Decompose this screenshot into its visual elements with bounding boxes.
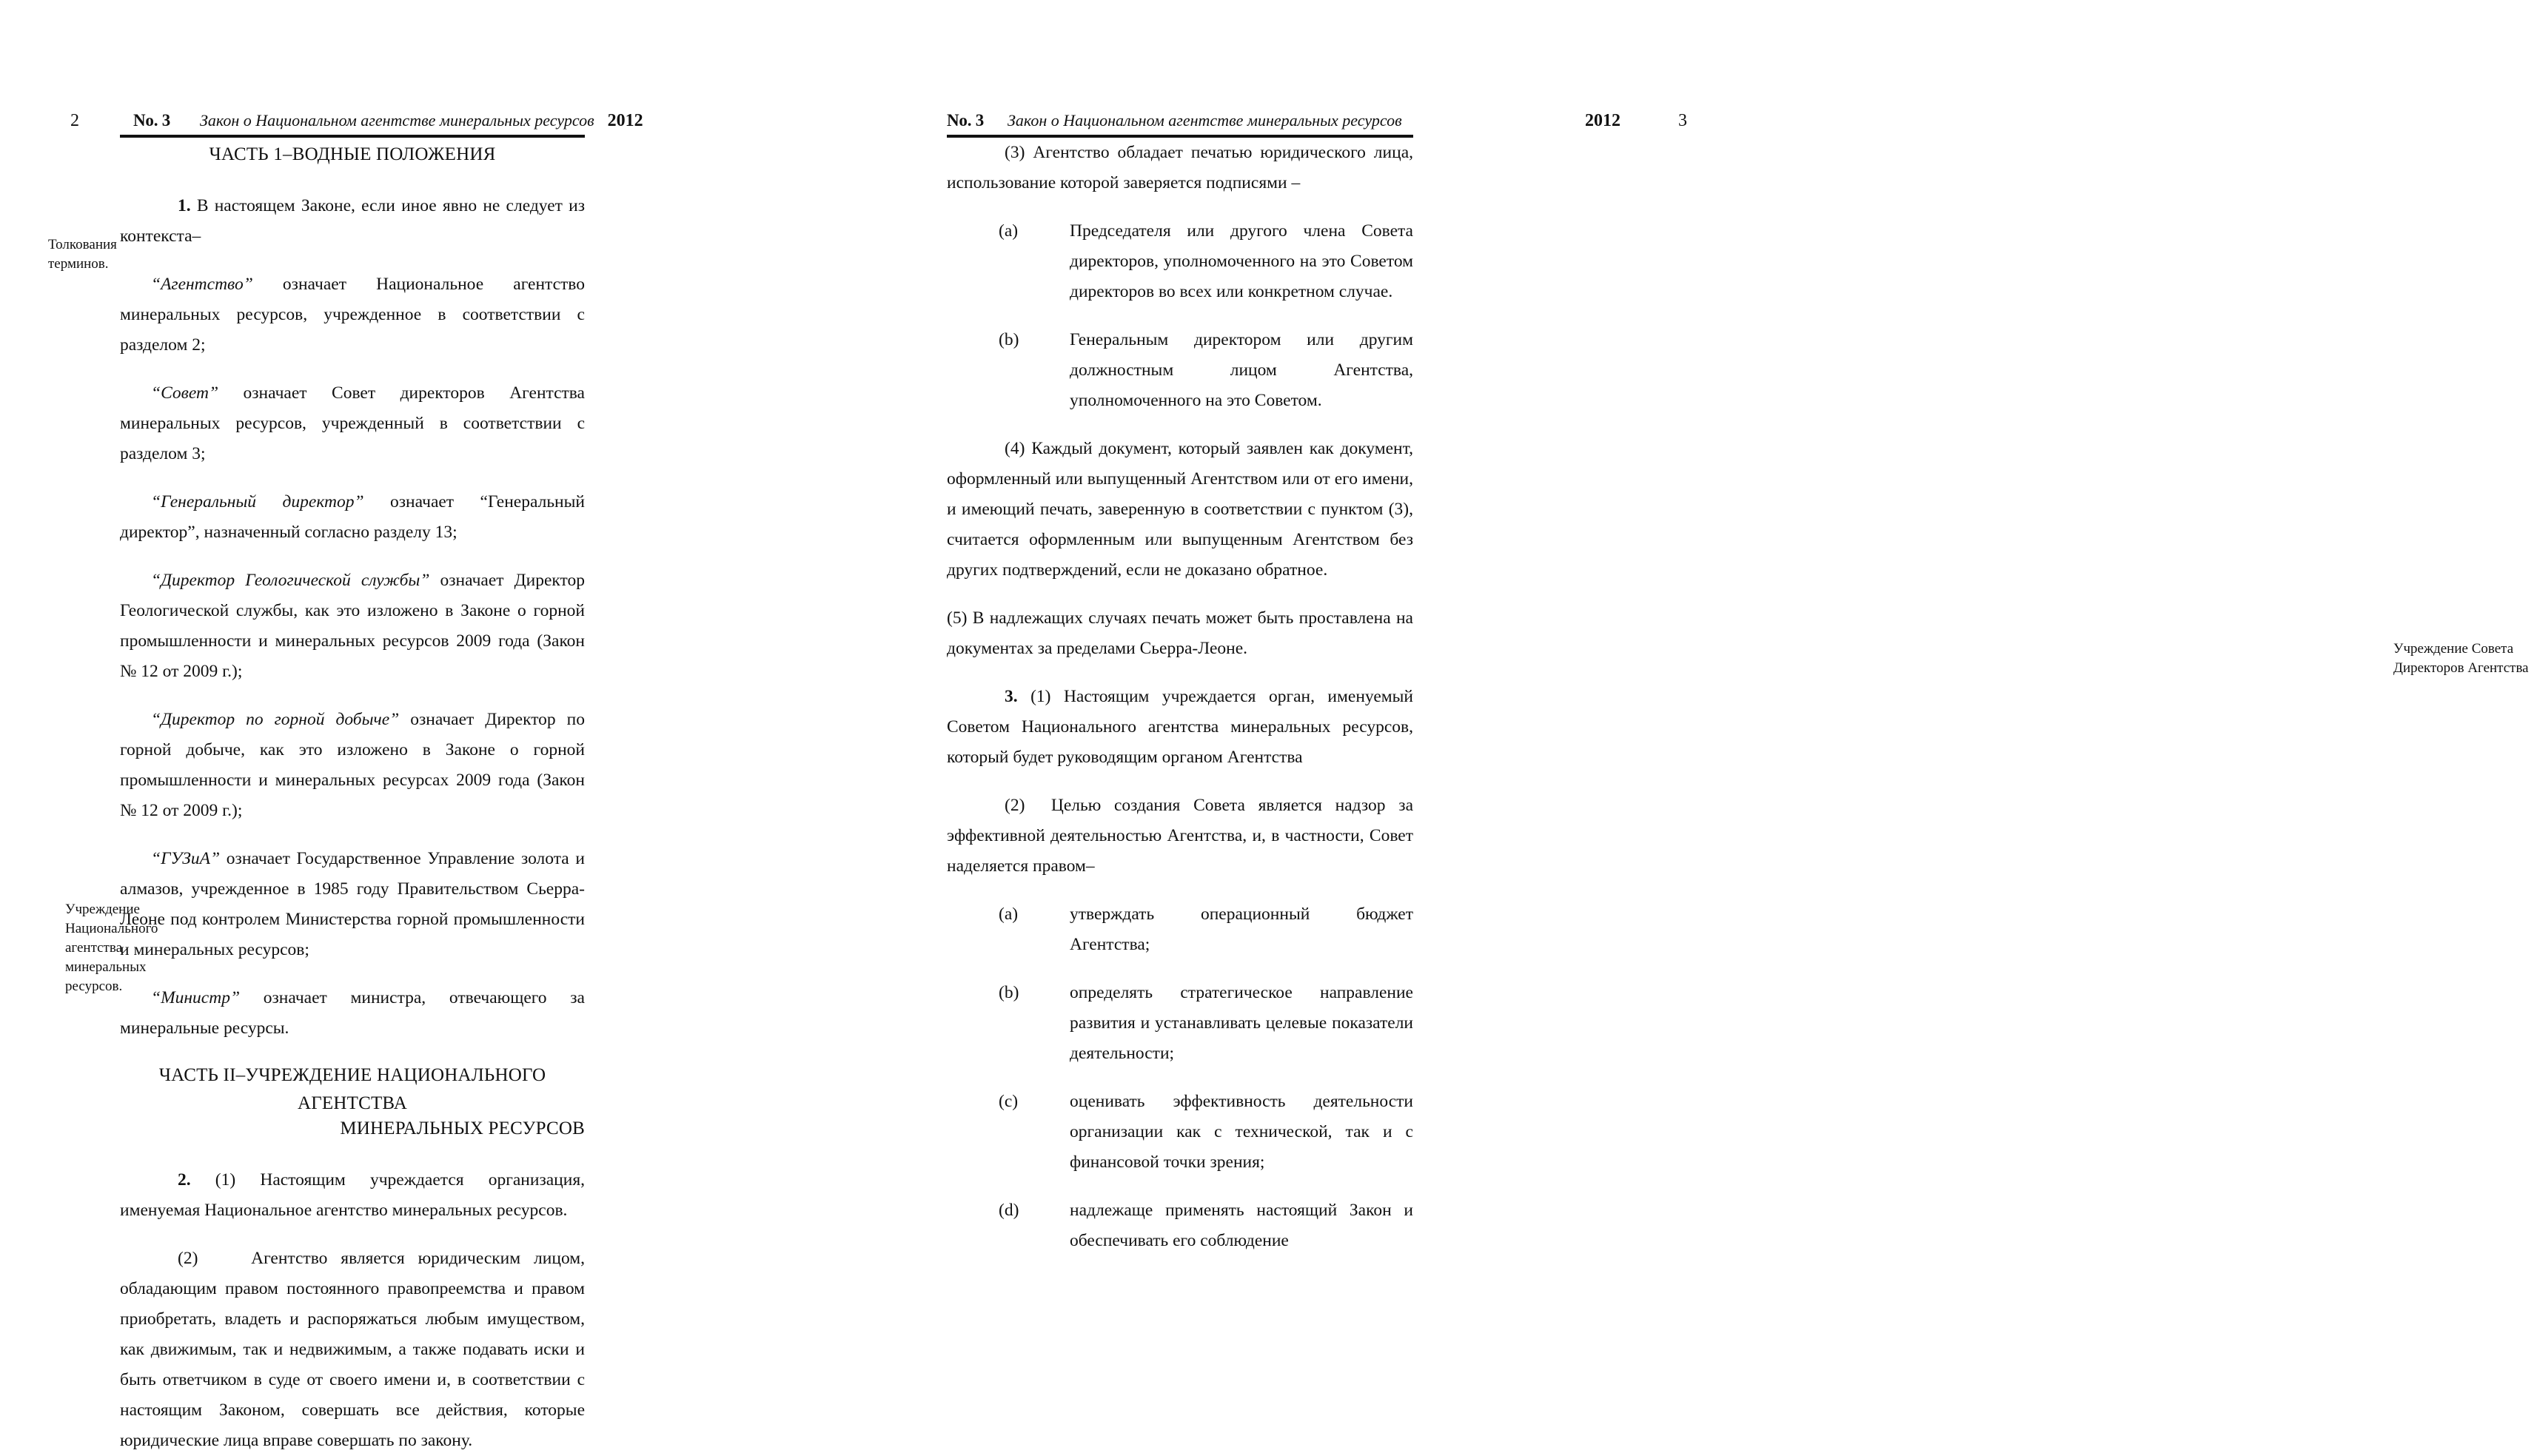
definition-director-mines [120,705,585,826]
margin-note-establishment-agency: Учреждение Национального агентства минеральных ресурсов. [65,902,158,994]
section-3-item-b [947,978,1413,1069]
definition-term: “Совет” [151,383,219,403]
paragraph-4-label: (4) [1005,439,1025,458]
item-text: Председателя или другого члена Совета директоров, уполномоченного на это Советом директоров во всех или конкретном случае. [1070,221,1413,301]
body-column-left [120,141,585,1456]
definition-term: “Генеральный директор” [151,492,364,511]
section-2-sub2-text: Агентство является юридическим лицом, обладающим правом постоянного правопреемства и правом приобретать, владеть и распоряжаться любым имуществом, как движимым, так и недвижимым, а также подавать иски и быть ответчиком в суде от своего имени и, в соответствии с настоящим Законом, совершать все действия, которые юридические лица вправе совершать по закону. [120,1249,585,1450]
definition-text: означает Директор Геологической службы, как это изложено в Законе о горной промышленности и минеральных ресурсов 2009 года (Закон № 12 от 2009 г.); [120,571,585,681]
section-1-paragraph [120,191,585,252]
definition-text: означает Национальное агентство минеральных ресурсов, учрежденное в соответствии с разделом 2; [120,275,585,355]
law-title-left: Закон о Национальном агентстве минеральных ресурсов [200,111,594,130]
paragraph-3-item-b [947,325,1413,416]
section-1-number: 1. [178,196,191,215]
margin-note-establishment-board: Учреждение Совета Директоров Агентства [2393,641,2529,676]
definition-board [120,378,585,469]
definition-term: “Министр” [151,988,241,1007]
definition-gguda [120,844,585,965]
section-3-sub2-label: (2) [1005,796,1025,815]
page-right [865,0,2529,1250]
definition-text: означает Государственное Управление золота и алмазов, учрежденное в 1985 году Правительством Сьерра-Леоне под контролем Министерства горной промышленности и минеральных ресурсов; [120,849,585,959]
section-2-paragraph [120,1165,585,1226]
running-header-left [70,111,821,131]
item-text: оценивать эффективность деятельности организации как с технической, так и с финансовой точки зрения; [1070,1092,1413,1172]
section-3-item-a [947,899,1413,960]
definition-director-geological-survey [120,566,585,687]
section-3-sub1: (1) Настоящим учреждается орган, именуемый Советом Национального агентства минеральных ресурсов, который будет руководящим органом Агентства [947,687,1413,767]
definition-director-general [120,487,585,548]
definition-text: означает министра, отвечающего за минеральные ресурсы. [120,988,585,1038]
definition-text: означает Директор по горной добыче, как это изложено в Законе о горной промышленности и минеральных ресурсах 2009 года (Закон № 12 от 2009 г.); [120,710,585,820]
section-3-item-d [947,1195,1413,1256]
paragraph-3-text: Агентство обладает печатью юридического лица, использование которой заверяется подписями – [947,143,1413,192]
page-left [0,0,865,1450]
part-heading-2-line-2: МИНЕРАЛЬНЫХ РЕСУРСОВ [340,1118,585,1138]
paragraph-5-text: В надлежащих случаях печать может быть проставлена на документах за пределами Сьерра-Леоне. [947,608,1413,658]
part-heading-1: ЧАСТЬ 1–ВОДНЫЕ ПОЛОЖЕНИЯ [209,144,496,164]
section-3-number: 3. [1005,687,1018,706]
definition-agency [120,269,585,360]
section-3-paragraph [947,682,1413,773]
definition-text: означает “Генеральный директор”, назначенный согласно разделу 13; [120,492,585,542]
section-3-sub2-text: Целью создания Совета является надзор за эффективной деятельностью Агентства, и, в частности, Совет наделяется правом– [947,796,1413,876]
section-2-number: 2. [178,1170,191,1190]
section-1-lead: В настоящем Законе, если иное явно не следует из контекста– [120,196,585,246]
folio-number-right: 3 [1678,111,1687,130]
law-title-right: Закон о Национальном агентстве минеральных ресурсов [1008,111,1402,130]
item-label: (d) [999,1201,1019,1220]
item-label: (b) [999,330,1019,349]
item-text: надлежаще применять настоящий Закон и обеспечивать его соблюдение [1070,1201,1413,1250]
section-2-sub2-paragraph [120,1244,585,1456]
definition-term: “ГУЗиА” [151,849,221,868]
item-label: (b) [999,983,1019,1002]
item-text: определять стратегическое направление развития и устанавливать целевые показатели деятельности; [1070,983,1413,1063]
paragraph-3 [947,138,1413,198]
act-number-right: No. 3 [947,111,985,130]
act-year-right: 2012 [1585,111,1620,130]
definition-text: означает Совет директоров Агентства минеральных ресурсов, учрежденный в соответствии с разделом 3; [120,383,585,463]
paragraph-3-label: (3) [1005,143,1025,162]
section-3-item-c [947,1087,1413,1178]
margin-note-interpretation: Толкования терминов. [48,237,117,272]
paragraph-5-label: (5) [947,608,968,628]
item-text: Генеральным директором или другим должностным лицом Агентства, уполномоченного на это Советом. [1070,330,1413,410]
paragraph-4-text: Каждый документ, который заявлен как документ, оформленный или выпущенный Агентством или от его имени, и имеющий печать, заверенную в соответствии с пунктом (3), считается оформленным или выпущенным Агентством без других подтверждений, если не доказано обратное. [947,439,1413,580]
definition-term: “Директор по горной добыче” [151,710,400,729]
body-column-right [947,138,1413,1256]
part-heading-2-line-1: ЧАСТЬ II–УЧРЕЖДЕНИЕ НАЦИОНАЛЬНОГО АГЕНТСТВА [158,1065,546,1113]
section-3-sub2-paragraph [947,791,1413,882]
act-year-left: 2012 [607,111,643,130]
item-text: утверждать операционный бюджет Агентства; [1070,905,1413,954]
paragraph-4 [947,434,1413,586]
item-label: (a) [999,221,1019,241]
definition-term: “Агентство” [151,275,253,294]
header-rule-left [120,135,585,138]
running-header-right [947,111,1687,131]
folio-number-left: 2 [70,111,79,130]
paragraph-5 [947,603,1413,664]
item-label: (a) [999,905,1019,924]
definition-term: “Директор Геологической службы” [151,571,430,590]
item-label: (c) [999,1092,1019,1111]
paragraph-3-item-a [947,216,1413,307]
section-2-sub2-label: (2) [178,1249,198,1268]
section-2-sub1: (1) Настоящим учреждается организация, именуемая Национальное агентство минеральных ресурсов. [120,1170,585,1220]
act-number-left: No. 3 [133,111,171,130]
definition-minister [120,983,585,1044]
